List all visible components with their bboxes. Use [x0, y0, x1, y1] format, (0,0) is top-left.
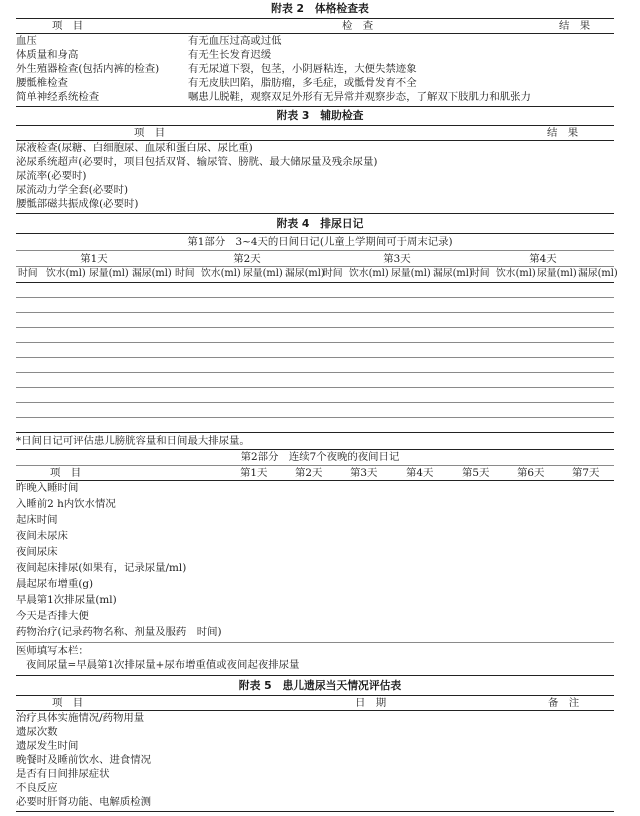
table4-bottom-rule — [16, 675, 614, 676]
table2-header-rule — [16, 33, 614, 34]
table2-item: 血压 — [16, 35, 37, 47]
column-header-leak: 漏尿(ml) — [433, 268, 473, 279]
night-row: 起床时间 — [16, 514, 58, 526]
day-header: 第2天 — [233, 253, 261, 265]
doctor-note-formula: 夜间尿量=早晨第1次排尿量+尿布增重值或夜间起夜排尿量 — [26, 659, 300, 671]
night-row: 今天是否排大便 — [16, 610, 89, 622]
diary-blank-line — [16, 417, 614, 418]
diary-blank-line — [16, 342, 614, 343]
table2-check: 有无尿道下裂，包茎，小阴唇粘连，大便失禁迹象 — [188, 63, 417, 75]
column-header-urine: 尿量(ml) — [391, 268, 431, 279]
column-header-time: 时间 — [470, 268, 490, 279]
table4-part2-rule — [16, 465, 614, 466]
table5-row: 晚餐时及睡前饮水、进食情况 — [16, 754, 152, 766]
diary-blank-line — [16, 357, 614, 358]
night-row: 早晨第1次排尿量(ml) — [16, 594, 117, 606]
diary-blank-line — [16, 387, 614, 388]
column-header-leak: 漏尿(ml) — [578, 268, 618, 279]
table4-part2-title: 第2部分 连续7个夜晚的夜间日记 — [240, 451, 400, 463]
table5-row: 必要时肝肾功能、电解质检测 — [16, 796, 152, 808]
night-item-header: 项 目 — [50, 467, 82, 479]
night-row: 夜间尿床 — [16, 546, 58, 558]
column-header-urine: 尿量(ml) — [243, 268, 283, 279]
column-header-water: 饮水(ml) — [349, 268, 389, 279]
table4-day-rule — [16, 266, 614, 267]
table3-row: 尿液检查(尿糖、白细胞尿、血尿和蛋白尿、尿比重) — [16, 142, 253, 154]
table5-header-item: 项 目 — [52, 697, 84, 709]
table4-top-rule — [16, 233, 614, 234]
table4-column-rule — [16, 282, 614, 283]
table4-title: 附表 4 排尿日记 — [276, 217, 364, 230]
diary-blank-line — [16, 402, 614, 403]
diary-blank-line — [16, 312, 614, 313]
table5-row: 遗尿发生时间 — [16, 740, 79, 752]
table2-header-check: 检 查 — [342, 20, 374, 32]
table2-check: 有无皮肤凹陷，脂肪瘤，多毛症，或骶骨发育不全 — [188, 77, 417, 89]
table5-header-rule — [16, 710, 614, 711]
table5-row: 遗尿次数 — [16, 726, 58, 738]
column-header-leak: 漏尿(ml) — [285, 268, 325, 279]
night-rows-end-rule — [16, 642, 614, 643]
table3-row: 尿流动力学全套(必要时) — [16, 184, 129, 196]
column-header-water: 饮水(ml) — [496, 268, 536, 279]
day-header: 第3天 — [383, 253, 411, 265]
column-header-time: 时间 — [175, 268, 195, 279]
table3-row: 腰骶部磁共振成像(必要时) — [16, 198, 139, 210]
table5-row: 是否有日间排尿症状 — [16, 768, 110, 780]
table4-part1-rule — [16, 250, 614, 251]
night-row: 药物治疗(记录药物名称、剂量及服药 时间) — [16, 626, 222, 638]
day-header: 第1天 — [80, 253, 108, 265]
night-day-header: 第6天 — [517, 467, 545, 479]
table4-footnote: *日间日记可评估患儿膀胱容量和日间最大排尿量。 — [16, 435, 250, 447]
table2-bottom-rule — [16, 106, 614, 107]
night-row: 晨起尿布增重(g) — [16, 578, 94, 590]
table5-title: 附表 5 患儿遗尿当天情况评估表 — [238, 679, 402, 692]
table5-header-date: 日 期 — [355, 697, 387, 709]
diary-blank-line — [16, 327, 614, 328]
table2-top-rule — [16, 18, 614, 19]
column-header-time: 时间 — [323, 268, 343, 279]
column-header-water: 饮水(ml) — [46, 268, 86, 279]
table2-item: 体质量和身高 — [16, 49, 79, 61]
table3-row: 泌尿系统超声(必要时，项目包括双肾、输尿管、膀胱、最大储尿量及残余尿量) — [16, 156, 378, 168]
table2-check: 有无血压过高或过低 — [188, 35, 282, 47]
table3-row: 尿流率(必要时) — [16, 170, 87, 182]
night-header-rule — [16, 480, 614, 481]
table2-header-item: 项 目 — [52, 20, 84, 32]
table5-top-rule — [16, 695, 614, 696]
table2-check: 嘱患儿脱鞋，观察双足外形有无异常并观察步态，了解双下肢肌力和肌张力 — [188, 91, 531, 103]
table3-bottom-rule — [16, 213, 614, 214]
table2-item: 外生殖器检查(包括内裤的检查) — [16, 63, 160, 75]
night-row: 昨晚入睡时间 — [16, 482, 79, 494]
table3-header-rule — [16, 140, 614, 141]
column-header-urine: 尿量(ml) — [89, 268, 129, 279]
diary-blank-line — [16, 297, 614, 298]
column-header-time: 时间 — [18, 268, 38, 279]
table5-row: 治疗具体实施情况/药物用量 — [16, 712, 145, 724]
night-day-header: 第4天 — [406, 467, 434, 479]
table2-check: 有无生长发育迟缓 — [188, 49, 272, 61]
column-header-urine: 尿量(ml) — [537, 268, 577, 279]
table3-header-result: 结 果 — [547, 127, 579, 139]
diary-end-line — [16, 432, 614, 433]
table2-item: 简单神经系统检查 — [16, 91, 100, 103]
table3-top-rule — [16, 125, 614, 126]
column-header-water: 饮水(ml) — [201, 268, 241, 279]
table2-header-result: 结 果 — [559, 20, 591, 32]
night-day-header: 第5天 — [462, 467, 490, 479]
table4-part2-top-rule — [16, 449, 614, 450]
table5-header-note: 备 注 — [548, 697, 580, 709]
table5-bottom-rule — [16, 811, 614, 812]
night-day-header: 第2天 — [295, 467, 323, 479]
table5-row: 不良反应 — [16, 782, 58, 794]
day-header: 第4天 — [529, 253, 557, 265]
table4-part1-title: 第1部分 3~4天的日间日记(儿童上学期间可于周末记录) — [187, 236, 453, 248]
doctor-note-label: 医师填写本栏： — [16, 645, 89, 657]
table2-title: 附表 2 体格检查表 — [271, 2, 369, 15]
table3-header-item: 项 目 — [134, 127, 166, 139]
night-row: 夜间未尿床 — [16, 530, 68, 542]
table2-item: 腰骶椎检查 — [16, 77, 68, 89]
table3-title: 附表 3 辅助检查 — [276, 109, 364, 122]
diary-blank-line — [16, 372, 614, 373]
night-day-header: 第1天 — [240, 467, 268, 479]
night-row: 入睡前2 h内饮水情况 — [16, 498, 116, 510]
night-row: 夜间起床排尿(如果有，记录尿量/ml) — [16, 562, 187, 574]
night-day-header: 第3天 — [350, 467, 378, 479]
night-day-header: 第7天 — [572, 467, 600, 479]
column-header-leak: 漏尿(ml) — [132, 268, 172, 279]
